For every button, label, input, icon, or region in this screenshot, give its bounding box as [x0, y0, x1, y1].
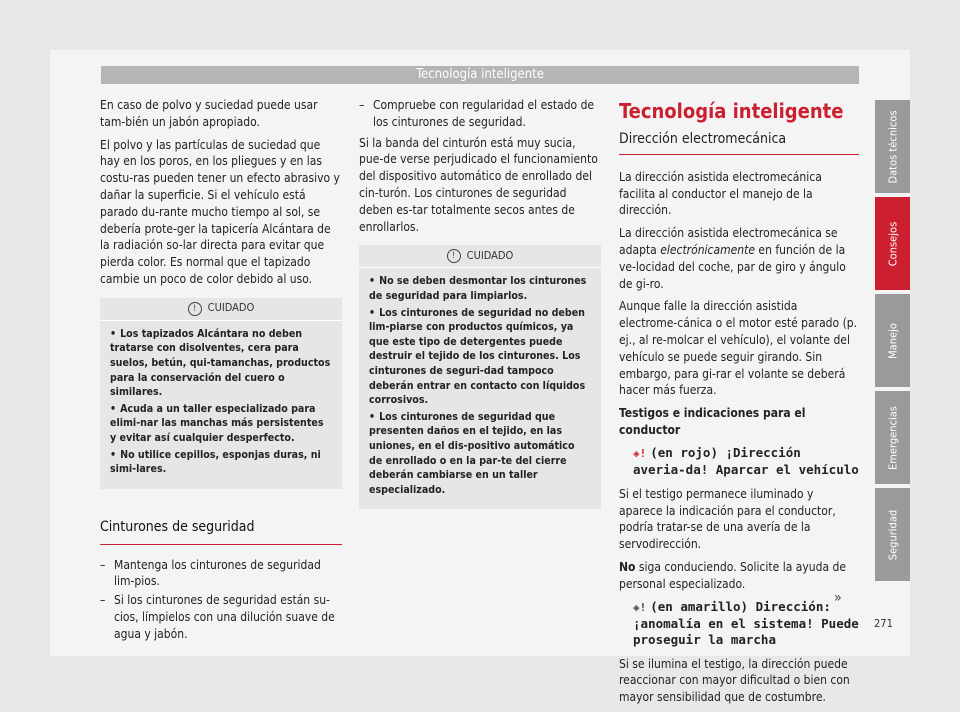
list-item: – Si los cinturones de seguridad están su-cios, límpielos con una dilución suave de agua y jabón.: [100, 592, 342, 642]
caution-item: • Los cinturones de seguridad que presenten daños en el tejido, en las uniones, en el dis-positivo automático de enrollado o en la par-te del cierre deberán cambiarse en un taller especializado.: [369, 410, 591, 498]
warning-text: (en amarillo) Dirección: ¡anomalía en el sistema! Puede proseguir la marcha: [633, 598, 859, 647]
paragraph: Si se ilumina el testigo, la dirección puede reaccionar con mayor dificultad o bien con mayor sensibilidad que de costumbre.: [619, 656, 850, 705]
paragraph: Si la banda del cinturón está muy sucia, pue-de verse perjudicado el funcionamiento del dispositivo automático de enrollado del cin-turón. Los cinturones de seguridad deben es-tar totalmente secos antes de enrollarlos.: [359, 135, 598, 234]
list-item: – Compruebe con regularidad el estado de los cinturones de seguridad.: [359, 97, 601, 131]
tab-label: Emergencias: [886, 405, 899, 470]
caution-header: [359, 245, 601, 268]
warning-text: (en rojo) ¡Dirección averia-da! Aparcar el vehículo: [633, 444, 859, 477]
caution-item: • Los tapizados Alcántara no deben tratarse con disolventes, cera para suelos, betún, qui-tamanchas, productos para la conservación del cuero o similares.: [110, 327, 332, 400]
warning-red: [633, 445, 859, 478]
subsection-title: Dirección electromecánica: [619, 131, 859, 155]
text: La dirección asistida electromecánica se adapta: [619, 226, 838, 257]
emphasis: electrónicamente: [660, 242, 755, 257]
paragraph: En caso de polvo y suciedad puede usar tam-bién un jabón apropiado.: [100, 98, 318, 129]
caution-box: [100, 298, 342, 489]
page-number: 271: [874, 617, 893, 630]
text: siga conduciendo. Solicite la ayuda de personal especializado.: [619, 559, 846, 591]
paragraph: La dirección asistida electromecánica facilita al conductor el manejo de la dirección.: [619, 169, 822, 218]
caution-item: • Acuda a un taller especializado para elimi-nar las manchas más persistentes y evitar así cualquier desperfecto.: [110, 402, 332, 446]
caution-label: CUIDADO: [466, 248, 514, 262]
caution-label: CUIDADO: [207, 301, 255, 315]
tab-emergencias[interactable]: [875, 391, 910, 484]
caution-item: • No utilice cepillos, esponjas duras, ni simi-lares.: [110, 448, 332, 477]
column-1: [100, 97, 342, 644]
paragraph: [619, 559, 859, 593]
caution-item: • No se deben desmontar los cinturones de seguridad para limpiarlos.: [369, 274, 591, 303]
page-header: Tecnología inteligente: [101, 66, 859, 84]
tab-label: Datos técnicos: [886, 110, 899, 183]
tab-consejos[interactable]: [875, 197, 910, 290]
list-item: – Mantenga los cinturones de seguridad lim-pios.: [100, 557, 342, 591]
paragraph: Si el testigo permanece iluminado y aparece la indicación para el conductor, podría tratar-se de una avería de la servodirección.: [619, 486, 836, 552]
dash-list: [100, 557, 342, 643]
section-main-title: Tecnología inteligente: [619, 99, 844, 123]
steering-warning-icon: ◈!: [633, 600, 647, 614]
info-circle-icon: !: [188, 302, 202, 316]
warning-yellow: [633, 599, 859, 648]
tab-datos-tecnicos[interactable]: [875, 100, 910, 193]
dash-list: [359, 97, 601, 131]
caution-box: [359, 245, 601, 509]
tab-label: Manejo: [886, 322, 899, 359]
info-circle-icon: !: [447, 249, 461, 263]
continue-marker: »: [834, 590, 842, 606]
paragraph: [619, 225, 859, 292]
column-3: [619, 97, 859, 712]
caution-item: • Los cinturones de seguridad no deben lim-piarse con productos químicos, ya que este tipo de detergentes puede destruir el tejido de los cinturones. Los cinturones de seguri-dad tampoco deberán entrar en contacto con líquidos corrosivos.: [369, 306, 591, 408]
paragraph: El polvo y las partículas de suciedad que hay en los poros, en los pliegues y en las costu-ras pueden tener un efecto abrasivo y dañar la superficie. Si el vehículo está parado du-rante mucho tiempo al sol, se debería prote-ger la tapicería Alcántara de la radiación so-lar directa para evitar que pierda color. Es normal que el tapizado cambie un poco de color debido al uso.: [100, 137, 340, 286]
caution-header: [100, 298, 342, 321]
column-2: [359, 97, 601, 509]
tab-seguridad[interactable]: [875, 488, 910, 581]
tab-label: Seguridad: [886, 509, 899, 560]
text: en función de la ve-locidad del coche, par de giro y ángulo de gi-ro.: [619, 242, 846, 291]
testigos-heading: Testigos e indicaciones para el conductor: [619, 406, 806, 437]
tab-label: Consejos: [886, 221, 899, 266]
tab-manejo[interactable]: [875, 294, 910, 387]
bold-text: No: [619, 559, 636, 574]
paragraph: Aunque falle la dirección asistida electrome-cánica o el motor esté parado (p. ej., al re-molcar el vehículo), el volante del vehículo se puede seguir girando. Sin embargo, para gi-rar el volante se deberá hacer más fuerza.: [619, 299, 858, 398]
section-title: Cinturones de seguridad: [100, 519, 342, 545]
steering-warning-icon: ◈!: [633, 446, 647, 460]
